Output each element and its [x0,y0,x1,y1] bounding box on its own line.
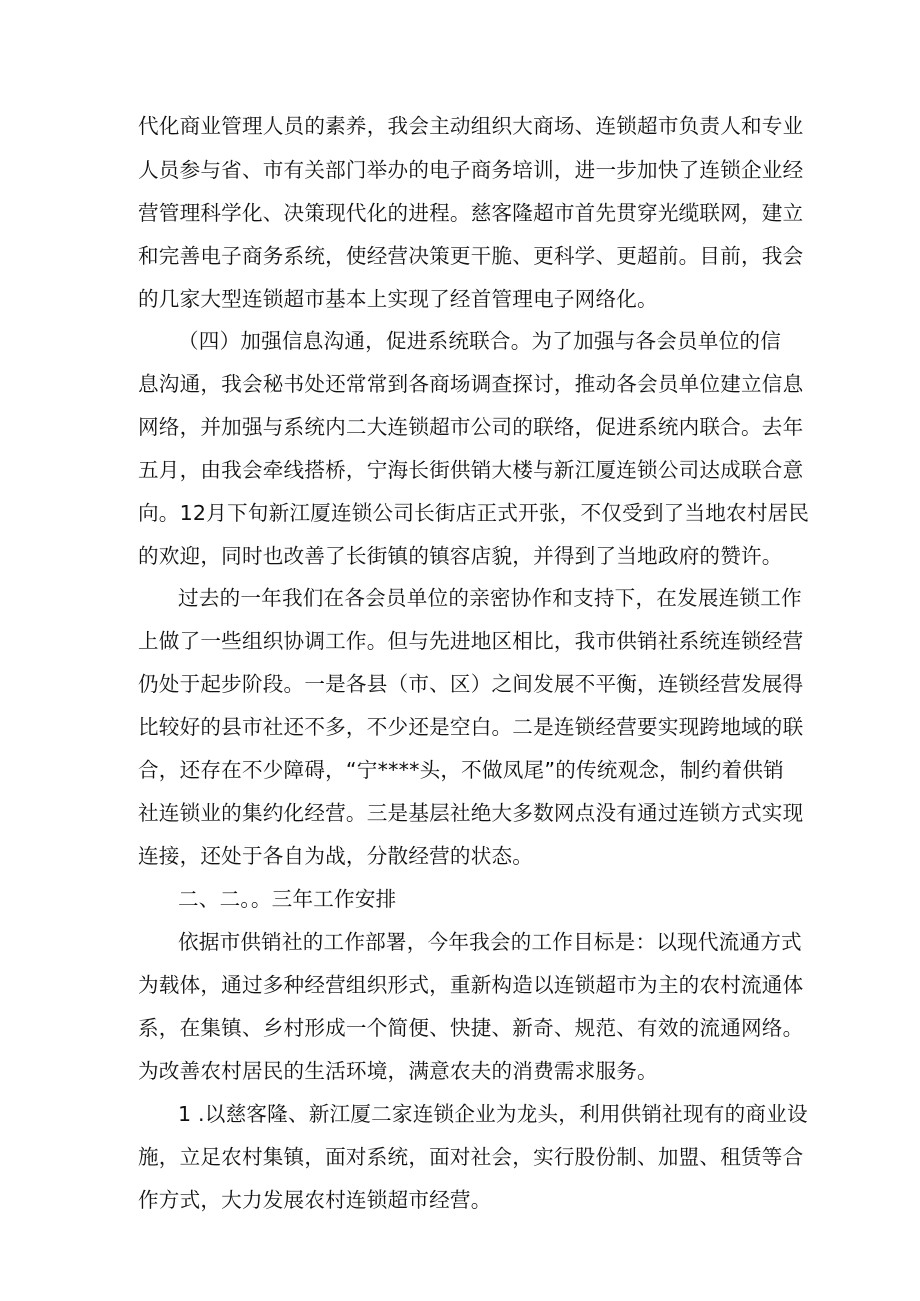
text-line: 网络，并加强与系统内二大连锁超市公司的联络，促进系统内联合。去年 [138,415,804,439]
text-line: 的欢迎，同时也改善了长街镇的镇容店貌，并得到了当地政府的赞许。 [138,544,783,568]
section-heading: 二、二。。三年工作安排 [178,887,397,911]
text-line: 连接，还处于各自为战，分散经营的状态。 [138,844,534,868]
text-line: 系，在集镇、乡村形成一个简便、快捷、新奇、规范、有效的流通网络。 [138,1016,804,1040]
numbered-item-line: 1 .以慈客隆、新江厦二家连锁企业为龙头，利用供销社现有的商业设 [178,1102,808,1126]
text-line: 作方式，大力发展农村连锁超市经营。 [138,1188,492,1212]
text-line: 营管理科学化、决策现代化的进程。慈客隆超市首先贯穿光缆联网，建立 [138,201,804,225]
text-line: 施，立足农村集镇，面对系统，面对社会，实行股份制、加盟、租赁等合 [138,1145,804,1169]
section-heading-paragraph: （四）加强信息沟通，促进系统联合。为了加强与各会员单位的信 [178,329,782,353]
text-line: 比较好的县市社还不多，不少还是空白。二是连锁经营要实现跨地域的联 [138,715,804,739]
text-line: 息沟通，我会秘书处还常常到各商场调查探讨，推动各会员单位建立信息 [138,372,804,396]
text-line: 社连锁业的集约化经营。三是基层社绝大多数网点没有通过连锁方式实现 [138,801,804,825]
text-line: 人员参与省、市有关部门举办的电子商务培训，进一步加快了连锁企业经 [138,158,804,182]
text-line: 仍处于起步阶段。一是各县（市、区）之间发展不平衡，连锁经营发展得 [138,672,804,696]
text-line: 和完善电子商务系统，使经营决策更干脆、更科学、更超前。目前，我会 [138,244,804,268]
text-line: 为载体，通过多种经营组织形式，重新构造以连锁超市为主的农村流通体 [138,973,804,997]
text-line: 合，还存在不少障碍，“宁****头，不做凤尾”的传统观念，制约着供销 [138,758,784,782]
text-line: 五月，由我会牵线搭桥，宁海长街供销大楼与新江厦连锁公司达成联合意 [138,458,804,482]
text-line: 代化商业管理人员的素养，我会主动组织大商场、连锁超市负责人和专业 [138,114,804,138]
text-line: 向。12月下旬新江厦连锁公司长街店正式开张，不仅受到了当地农村居民 [138,501,810,525]
text-line: 上做了一些组织协调工作。但与先进地区相比，我市供销社系统连锁经营 [138,629,804,653]
paragraph-start-line: 依据市供销社的工作部署，今年我会的工作目标是：以现代流通方式 [178,930,802,954]
text-line: 为改善农村居民的生活环境，满意农夫的消费需求服务。 [138,1059,658,1083]
paragraph-start-line: 过去的一年我们在各会员单位的亲密协作和支持下，在发展连锁工作 [178,586,802,610]
text-line: 的几家大型连锁超市基本上实现了经首管理电子网络化。 [138,287,658,311]
